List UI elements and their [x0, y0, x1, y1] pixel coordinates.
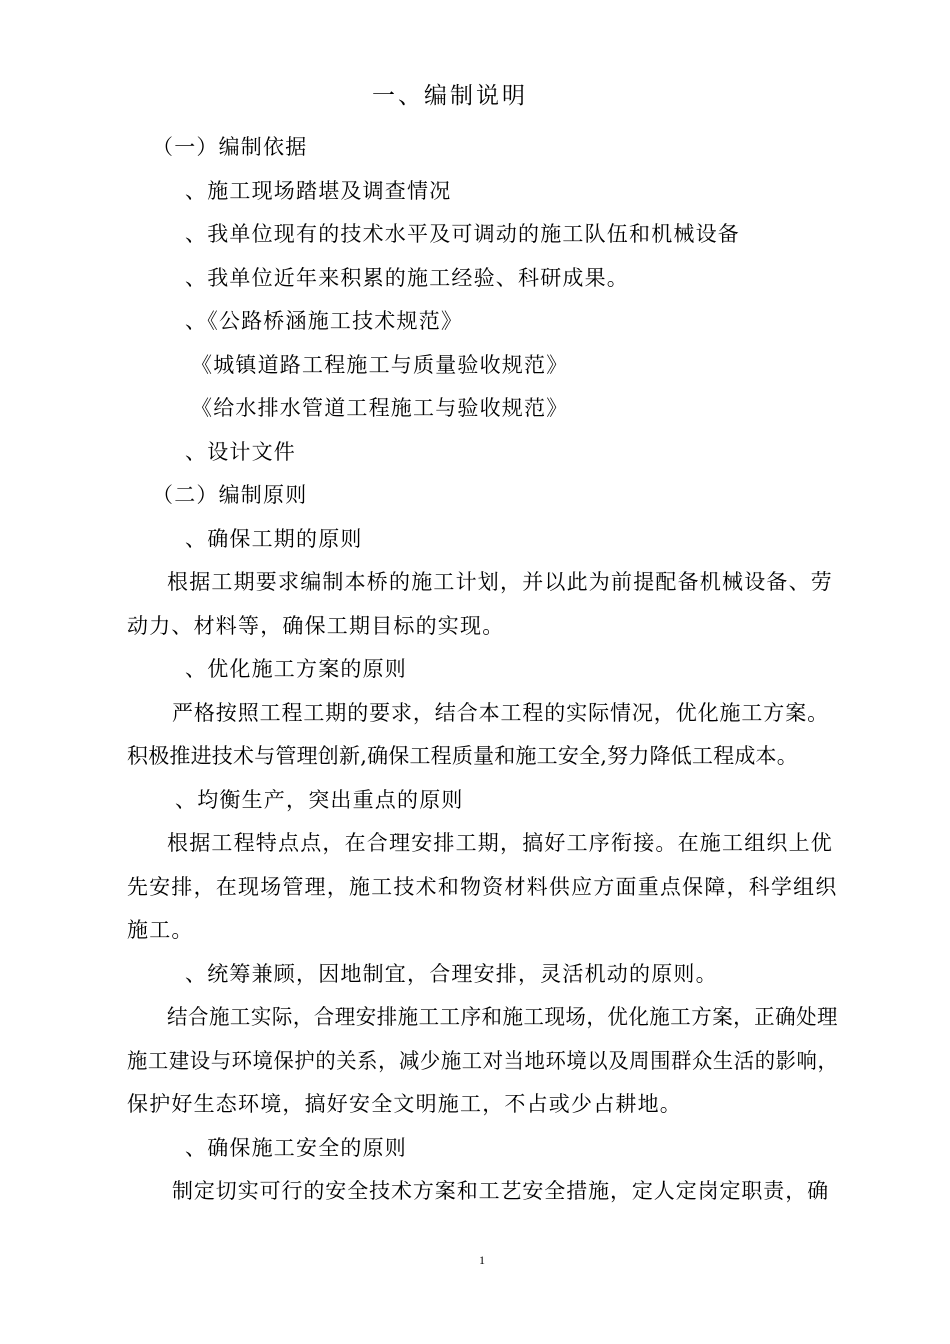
principle-text-line: 施工建设与环境保护的关系，减少施工对当地环境以及周围群众生活的影响，	[127, 1049, 839, 1073]
document-title: 一、编制说明	[372, 83, 528, 109]
principle-text-line: 根据工期要求编制本桥的施工计划，并以此为前提配备机械设备、劳	[167, 570, 833, 594]
page-number: 1	[479, 1253, 485, 1267]
basis-item: 、《公路桥涵施工技术规范》	[185, 309, 464, 333]
principle-text-line: 先安排，在现场管理，施工技术和物资材料供应方面重点保障，科学组织	[127, 875, 838, 899]
principle-heading: 、统筹兼顾，因地制宜，合理安排，灵活机动的原则。	[185, 962, 718, 986]
principle-text-line: 施工。	[127, 918, 194, 942]
basis-item: 、我单位近年来积累的施工经验、科研成果。	[185, 266, 629, 290]
principle-heading: 、确保施工安全的原则	[185, 1136, 407, 1160]
principle-text-line: 制定切实可行的安全技术方案和工艺安全措施，定人定岗定职责，确	[172, 1179, 829, 1203]
basis-item: 《城镇道路工程施工与质量验收规范》	[191, 353, 569, 377]
principle-text-line: 积极推进技术与管理创新,确保工程质量和施工安全,努力降低工程成本。	[127, 744, 798, 768]
principle-text-line: 根据工程特点点，在合理安排工期，搞好工序衔接。在施工组织上优	[167, 831, 833, 855]
principle-text-line: 结合施工实际，合理安排施工工序和施工现场，优化施工方案，正确处理	[167, 1005, 839, 1029]
principle-text-line: 动力、材料等，确保工期目标的实现。	[127, 614, 505, 638]
basis-item: 、设计文件	[185, 440, 296, 464]
principle-heading: 、均衡生产，突出重点的原则	[175, 788, 464, 812]
principle-text-line: 严格按照工程工期的要求，结合本工程的实际情况，优化施工方案。	[172, 701, 829, 725]
basis-item: 《给水排水管道工程施工与验收规范》	[191, 396, 569, 420]
section-heading-principles: （二）编制原则	[152, 483, 308, 507]
basis-item: 、我单位现有的技术水平及可调动的施工队伍和机械设备	[185, 222, 740, 246]
principle-heading: 、优化施工方案的原则	[185, 657, 407, 681]
principle-heading: 、确保工期的原则	[185, 527, 363, 551]
section-heading-basis: （一）编制依据	[152, 135, 308, 159]
basis-item: 、施工现场踏堪及调查情况	[185, 179, 452, 203]
principle-text-line: 保护好生态环境，搞好安全文明施工，不占或少占耕地。	[127, 1092, 682, 1116]
